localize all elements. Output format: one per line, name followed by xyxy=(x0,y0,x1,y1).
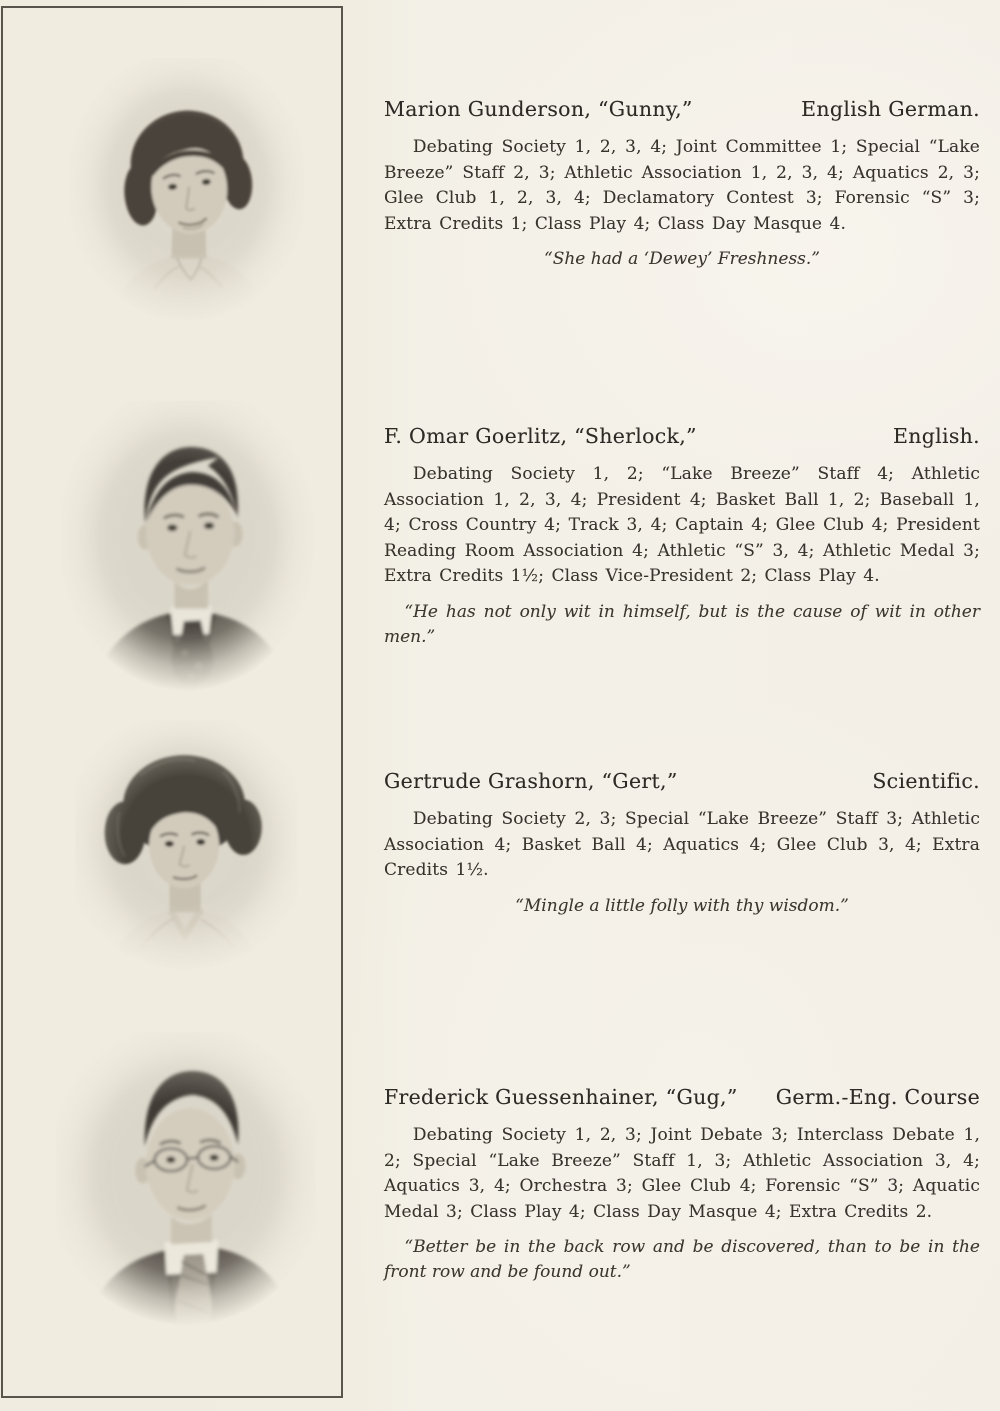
photo-panel xyxy=(1,6,343,1398)
student-entry-marion-gunderson xyxy=(384,97,980,272)
student-entry-frederick-guessenhainer xyxy=(384,1085,980,1285)
entry-heading xyxy=(384,97,980,121)
student-course: Germ.-Eng. Course xyxy=(775,1085,980,1109)
student-activities: Debating Society 1, 2, 3; Joint Debate 3; Interclass Debate 1, 2; Special “Lake Breeze” Staff 1, 3; Athletic Association 3, 4; Aquatics 3, 4; Orchestra 3; Glee Club 4; Forensic “S” 3; Aquatic Medal 3; Class Play 4; Class Day Masque 4; Extra Credits 2. xyxy=(384,1125,980,1222)
student-name: Marion Gunderson, “Gunny,” xyxy=(384,97,693,121)
student-name: F. Omar Goerlitz, “Sherlock,” xyxy=(384,424,697,448)
student-entry-gertrude-grashorn xyxy=(384,769,980,919)
entries-column xyxy=(384,0,980,1411)
student-quote: “Better be in the back row and be discovered, than to be in the front row and be found out.” xyxy=(384,1237,980,1282)
student-quote: “She had a ‘Dewey’ Freshness.” xyxy=(544,249,820,269)
portrait-photo-frederick-guessenhainer xyxy=(49,1032,323,1346)
student-quote: “Mingle a little folly with thy wisdom.” xyxy=(515,895,849,916)
student-activities: Debating Society 2, 3; Special “Lake Breeze” Staff 3; Athletic Association 4; Basket Ball 4; Aquatics 4; Glee Club 3, 4; Extra Credits 1½. xyxy=(384,809,980,880)
student-name: Frederick Guessenhainer, “Gug,” xyxy=(384,1085,738,1109)
entry-heading xyxy=(384,424,980,448)
portrait-photo-marion-gunderson xyxy=(69,58,305,340)
student-entry-f-omar-goerlitz xyxy=(384,424,980,650)
student-quote: “He has not only wit in himself, but is the cause of wit in other men.” xyxy=(384,601,980,647)
entry-heading xyxy=(384,769,980,793)
student-activities: Debating Society 1, 2; “Lake Breeze” Staff 4; Athletic Association 1, 2, 3, 4; President 4; Basket Ball 1, 2; Baseball 1, 4; Cross Country 4; Track 3, 4; Captain 4; Glee Club 4; President Reading Room Association 4; Athletic “S” 3, 4; Athletic Medal 3; Extra Credits 1½; Class Vice-President 2; Class Play 4. xyxy=(384,464,980,586)
entry-heading xyxy=(384,1085,980,1109)
student-name: Gertrude Grashorn, “Gert,” xyxy=(384,769,678,793)
student-course: English German. xyxy=(801,97,980,121)
student-course: English. xyxy=(892,424,980,448)
student-activities: Debating Society 1, 2, 3, 4; Joint Committee 1; Special “Lake Breeze” Staff 2, 3; Athletic Association 1, 2, 3, 4; Aquatics 2, 3; Glee Club 1, 2, 3, 4; Declamatory Contest 3; Forensic “S” 3; Extra Credits 1; Class Play 4; Class Day Masque 4. xyxy=(384,137,980,234)
student-course: Scientific. xyxy=(872,769,980,793)
portrait-photo-gertrude-grashorn xyxy=(63,720,309,988)
portrait-photo-f-omar-goerlitz xyxy=(61,394,313,712)
